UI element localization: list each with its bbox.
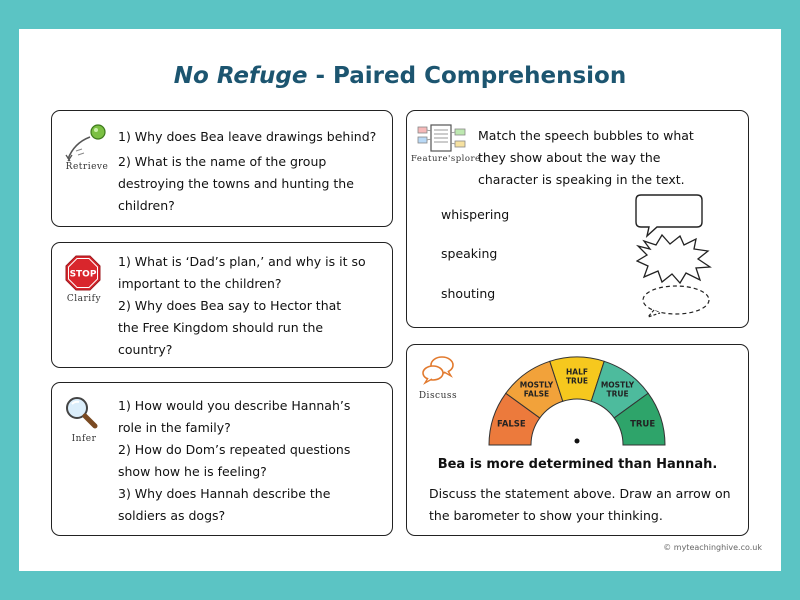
clarify-line3: 2) Why does Bea say to Hector that xyxy=(118,298,342,313)
infer-card xyxy=(51,382,393,536)
retrieve-icon xyxy=(60,121,112,163)
page-title xyxy=(0,63,800,89)
discuss-line2: the barometer to show your thinking. xyxy=(429,508,663,523)
barometer-segment-label: HALF xyxy=(566,367,588,377)
infer-label: Infer xyxy=(71,434,97,444)
retrieve-q1: 1) Why does Bea leave drawings behind? xyxy=(118,129,377,144)
infer-line4: show how he is feeling? xyxy=(118,464,267,479)
infer-line6: soldiers as dogs? xyxy=(118,508,226,523)
retrieve-q2-line3: children? xyxy=(118,198,175,213)
retrieve-q2-line2: destroying the towns and hunting the xyxy=(118,176,354,191)
whisper-bubble-icon xyxy=(640,283,712,319)
barometer-segment-label: MOSTLY xyxy=(600,380,635,390)
clarify-line2: important to the children? xyxy=(118,276,282,291)
barometer-segment-label: FALSE xyxy=(496,419,526,430)
discuss-line1: Discuss the statement above. Draw an arrow on xyxy=(429,486,731,501)
magnifying-glass-icon xyxy=(64,395,98,429)
barometer-segment-label: TRUE xyxy=(630,419,656,430)
barometer-segment-label: FALSE xyxy=(523,389,550,399)
infer-line1: 1) How would you describe Hannah’s xyxy=(118,398,351,413)
clarify-line1: 1) What is ‘Dad’s plan,’ and why is it so xyxy=(118,254,366,269)
discussion-bubbles-icon xyxy=(421,355,455,385)
barometer-segment-label: TRUE xyxy=(606,389,629,399)
retrieve-q2-line1: 2) What is the name of the group xyxy=(118,154,327,169)
stop-sign-icon xyxy=(65,255,101,291)
option-whispering: whispering xyxy=(441,207,510,222)
featuresplore-line1: Match the speech bubbles to what xyxy=(478,128,694,143)
title-rest: - Paired Comprehension xyxy=(315,63,627,89)
featuresplore-label: Feature'splore xyxy=(411,154,481,164)
shout-bubble-icon xyxy=(636,233,712,285)
document-diagram-icon xyxy=(417,121,467,155)
infer-line3: 2) How do Dom’s repeated questions xyxy=(118,442,351,457)
clarify-card xyxy=(51,242,393,368)
infer-line2: role in the family? xyxy=(118,420,231,435)
discuss-card xyxy=(406,344,749,536)
featuresplore-line2: they show about the way the xyxy=(478,150,661,165)
option-speaking: speaking xyxy=(441,246,498,261)
featuresplore-line3: character is speaking in the text. xyxy=(478,172,685,187)
clarify-line4: the Free Kingdom should run the xyxy=(118,320,324,335)
discuss-statement: Bea is more determined than Hannah. xyxy=(437,457,718,472)
barometer-pivot-dot xyxy=(575,439,580,444)
infer-line5: 3) Why does Hannah describe the xyxy=(118,486,331,501)
featuresplore-card xyxy=(406,110,749,328)
retrieve-card xyxy=(51,110,393,227)
barometer-segment-label: MOSTLY xyxy=(519,380,554,390)
clarify-line5: country? xyxy=(118,342,173,357)
retrieve-label: Retrieve xyxy=(65,162,109,172)
discuss-label: Discuss xyxy=(418,391,458,401)
barometer-segment-label: TRUE xyxy=(565,376,589,386)
barometer xyxy=(487,353,667,449)
option-shouting: shouting xyxy=(441,286,496,301)
copyright-text: © myteachinghive.co.uk xyxy=(663,543,762,552)
title-book-name: No Refuge xyxy=(173,63,308,89)
stop-sign-text: STOP xyxy=(69,269,97,280)
clarify-label: Clarify xyxy=(66,294,102,304)
